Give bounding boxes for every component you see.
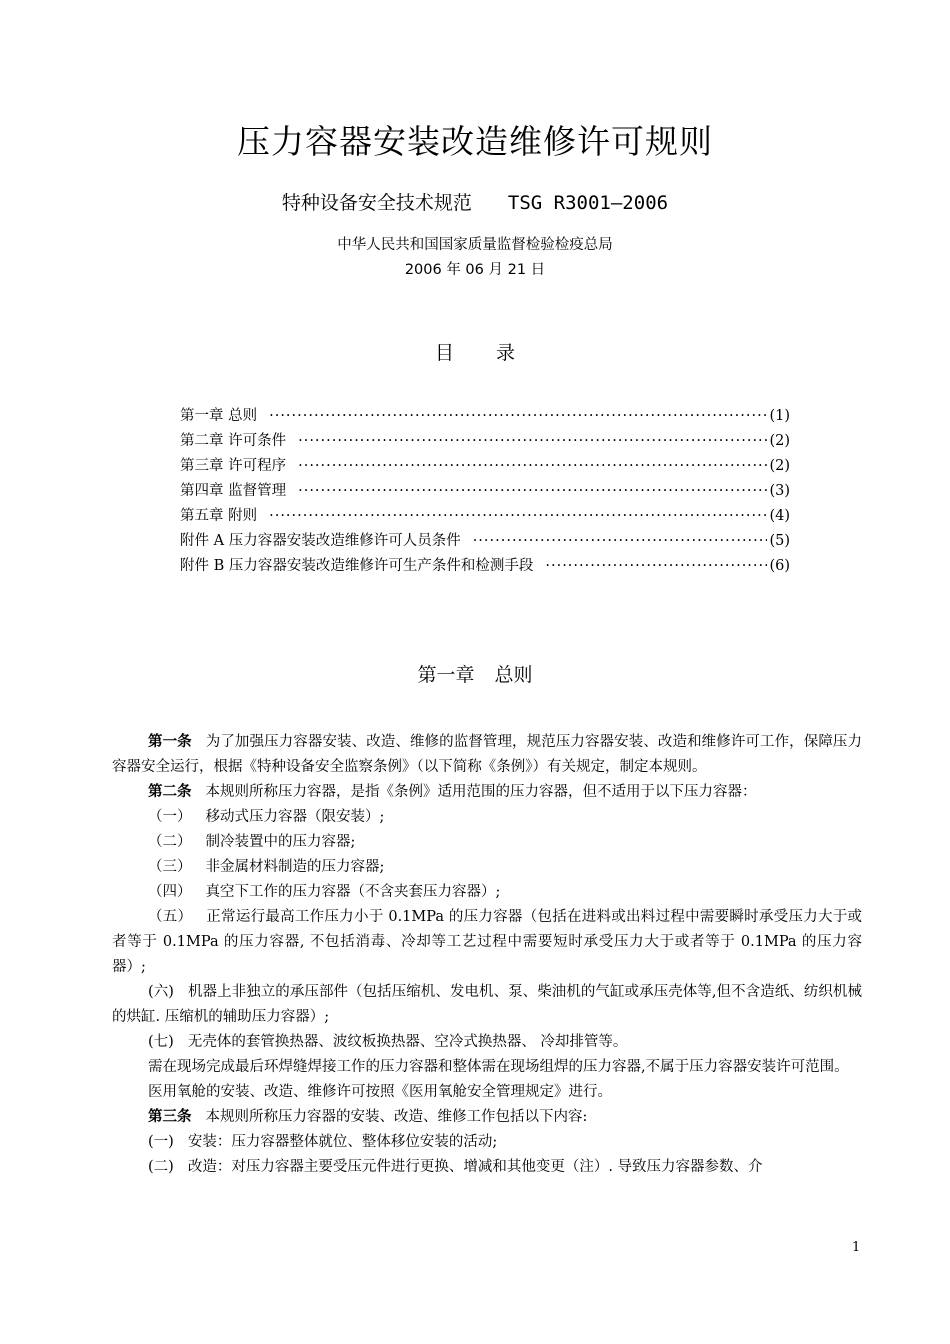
item-number: （二） <box>148 834 192 850</box>
toc-leader-dots <box>269 404 767 429</box>
article-note: 需在现场完成最后环焊缝焊接工作的压力容器和整体需在现场组焊的压力容器,不属于压力容器安装许可范围。 <box>148 1059 849 1075</box>
issuing-authority: 中华人民共和国国家质量监督检验检疫总局 <box>337 237 613 253</box>
item-number: (一) <box>148 1134 174 1150</box>
item-number: (七) <box>148 1034 174 1050</box>
toc-entry-label: 第一章 总则 <box>180 408 258 424</box>
article-label: 第三条 <box>148 1109 192 1125</box>
toc-entry-page: (2) <box>769 458 790 474</box>
toc-entry-page: (2) <box>769 433 790 449</box>
toc-entry-label: 附件 A 压力容器安装改造维修许可人员条件 <box>180 533 461 549</box>
article-item <box>112 905 862 980</box>
toc-entry-page: (6) <box>769 558 790 574</box>
item-text: 移动式压力容器（限安装）; <box>205 809 385 825</box>
article-item <box>112 1155 862 1180</box>
article-2 <box>112 780 862 805</box>
article-3 <box>112 1105 862 1130</box>
standard-code: TSG R3001—2006 <box>507 192 669 214</box>
toc-leader-dots <box>298 454 767 479</box>
item-text: 机器上非独立的承压部件（包括压缩机、发电机、泵、柴油机的气缸或承压壳体等,但不含造纸、纺织机械的烘缸. 压缩机的辅助压力容器）; <box>112 984 862 1025</box>
table-of-contents <box>180 404 790 579</box>
article-text: 本规则所称压力容器的安装、改造、维修工作包括以下内容: <box>205 1109 588 1125</box>
toc-entry-label: 第三章 许可程序 <box>180 458 287 474</box>
item-text: 安装：压力容器整体就位、整体移位安装的活动; <box>187 1134 498 1150</box>
item-text: 真空下工作的压力容器（不含夹套压力容器）; <box>205 884 501 900</box>
item-number: （一） <box>148 809 192 825</box>
article-item <box>112 830 862 855</box>
chapter-heading <box>0 660 950 687</box>
chapter-number: 第一章 <box>417 664 475 686</box>
item-number: （三） <box>148 859 192 875</box>
toc-entry[interactable] <box>180 554 790 579</box>
toc-entry-label: 附件 B 压力容器安装改造维修许可生产条件和检测手段 <box>180 558 534 574</box>
toc-entry-label: 第四章 监督管理 <box>180 483 287 499</box>
toc-entry-page: (5) <box>769 533 790 549</box>
chapter-name: 总则 <box>494 664 533 686</box>
item-number: (六) <box>148 984 174 1000</box>
article-item <box>112 1030 862 1055</box>
toc-entry[interactable] <box>180 479 790 504</box>
article-note: 医用氧舱的安装、改造、维修许可按照《医用氧舱安全管理规定》进行。 <box>148 1084 612 1100</box>
chapter-body <box>112 730 862 1180</box>
item-text: 正常运行最高工作压力小于 0.1MPa 的压力容器（包括在进料或出料过程中需要瞬时承受压力大于或者等于 0.1MPa 的压力容器, 不包括消毒、冷却等工艺过程中需要短时承受压力大于或者等于 0.1MPa 的压力容器）; <box>112 909 863 975</box>
toc-leader-dots <box>473 529 768 554</box>
toc-entry-page: (3) <box>769 483 790 499</box>
item-number: （四） <box>148 884 192 900</box>
toc-entry[interactable] <box>180 504 790 529</box>
article-item <box>112 980 862 1030</box>
toc-entry[interactable] <box>180 429 790 454</box>
toc-heading: 目录 <box>434 342 557 364</box>
toc-leader-dots <box>298 429 767 454</box>
item-text: 制冷装置中的压力容器; <box>205 834 356 850</box>
item-text: 无壳体的套管换热器、波纹板换热器、空冷式换热器、 冷却排管等。 <box>187 1034 628 1050</box>
article-label: 第二条 <box>148 784 192 800</box>
article-item <box>112 880 862 905</box>
article-item <box>112 805 862 830</box>
item-number: (二) <box>148 1159 174 1175</box>
page-number: 1 <box>852 1240 861 1255</box>
item-number: （五） <box>148 909 193 925</box>
toc-entry[interactable] <box>180 529 790 554</box>
toc-entry-label: 第二章 许可条件 <box>180 433 287 449</box>
toc-entry-page: (1) <box>769 408 790 424</box>
document-title: 压力容器安装改造维修许可规则 <box>237 122 713 161</box>
article-label: 第一条 <box>148 734 192 750</box>
toc-leader-dots <box>545 554 767 579</box>
item-text: 非金属材料制造的压力容器; <box>205 859 385 875</box>
article-text: 为了加强压力容器安装、改造、维修的监督管理，规范压力容器安装、改造和维修许可工作，保障压力容器安全运行，根据《特种设备安全监察条例》（以下简称《条例》）有关规定，制定本规则。 <box>112 734 863 775</box>
article-item <box>112 1130 862 1155</box>
issue-date: 2006 年 06 月 21 日 <box>404 262 546 278</box>
article-text: 本规则所称压力容器，是指《条例》适用范围的压力容器，但不适用于以下压力容器： <box>205 784 757 800</box>
article-1 <box>112 730 862 780</box>
item-text: 改造：对压力容器主要受压元件进行更换、增减和其他变更（注）. 导致压力容器参数、介 <box>187 1159 763 1175</box>
toc-leader-dots <box>269 504 767 529</box>
article-item <box>112 855 862 880</box>
toc-entry-page: (4) <box>769 508 790 524</box>
document-subtitle <box>0 188 950 215</box>
toc-entry-label: 第五章 附则 <box>180 508 258 524</box>
toc-leader-dots <box>298 479 767 504</box>
toc-entry[interactable] <box>180 454 790 479</box>
toc-entry[interactable] <box>180 404 790 429</box>
subtitle-text: 特种设备安全技术规范 <box>281 192 472 214</box>
